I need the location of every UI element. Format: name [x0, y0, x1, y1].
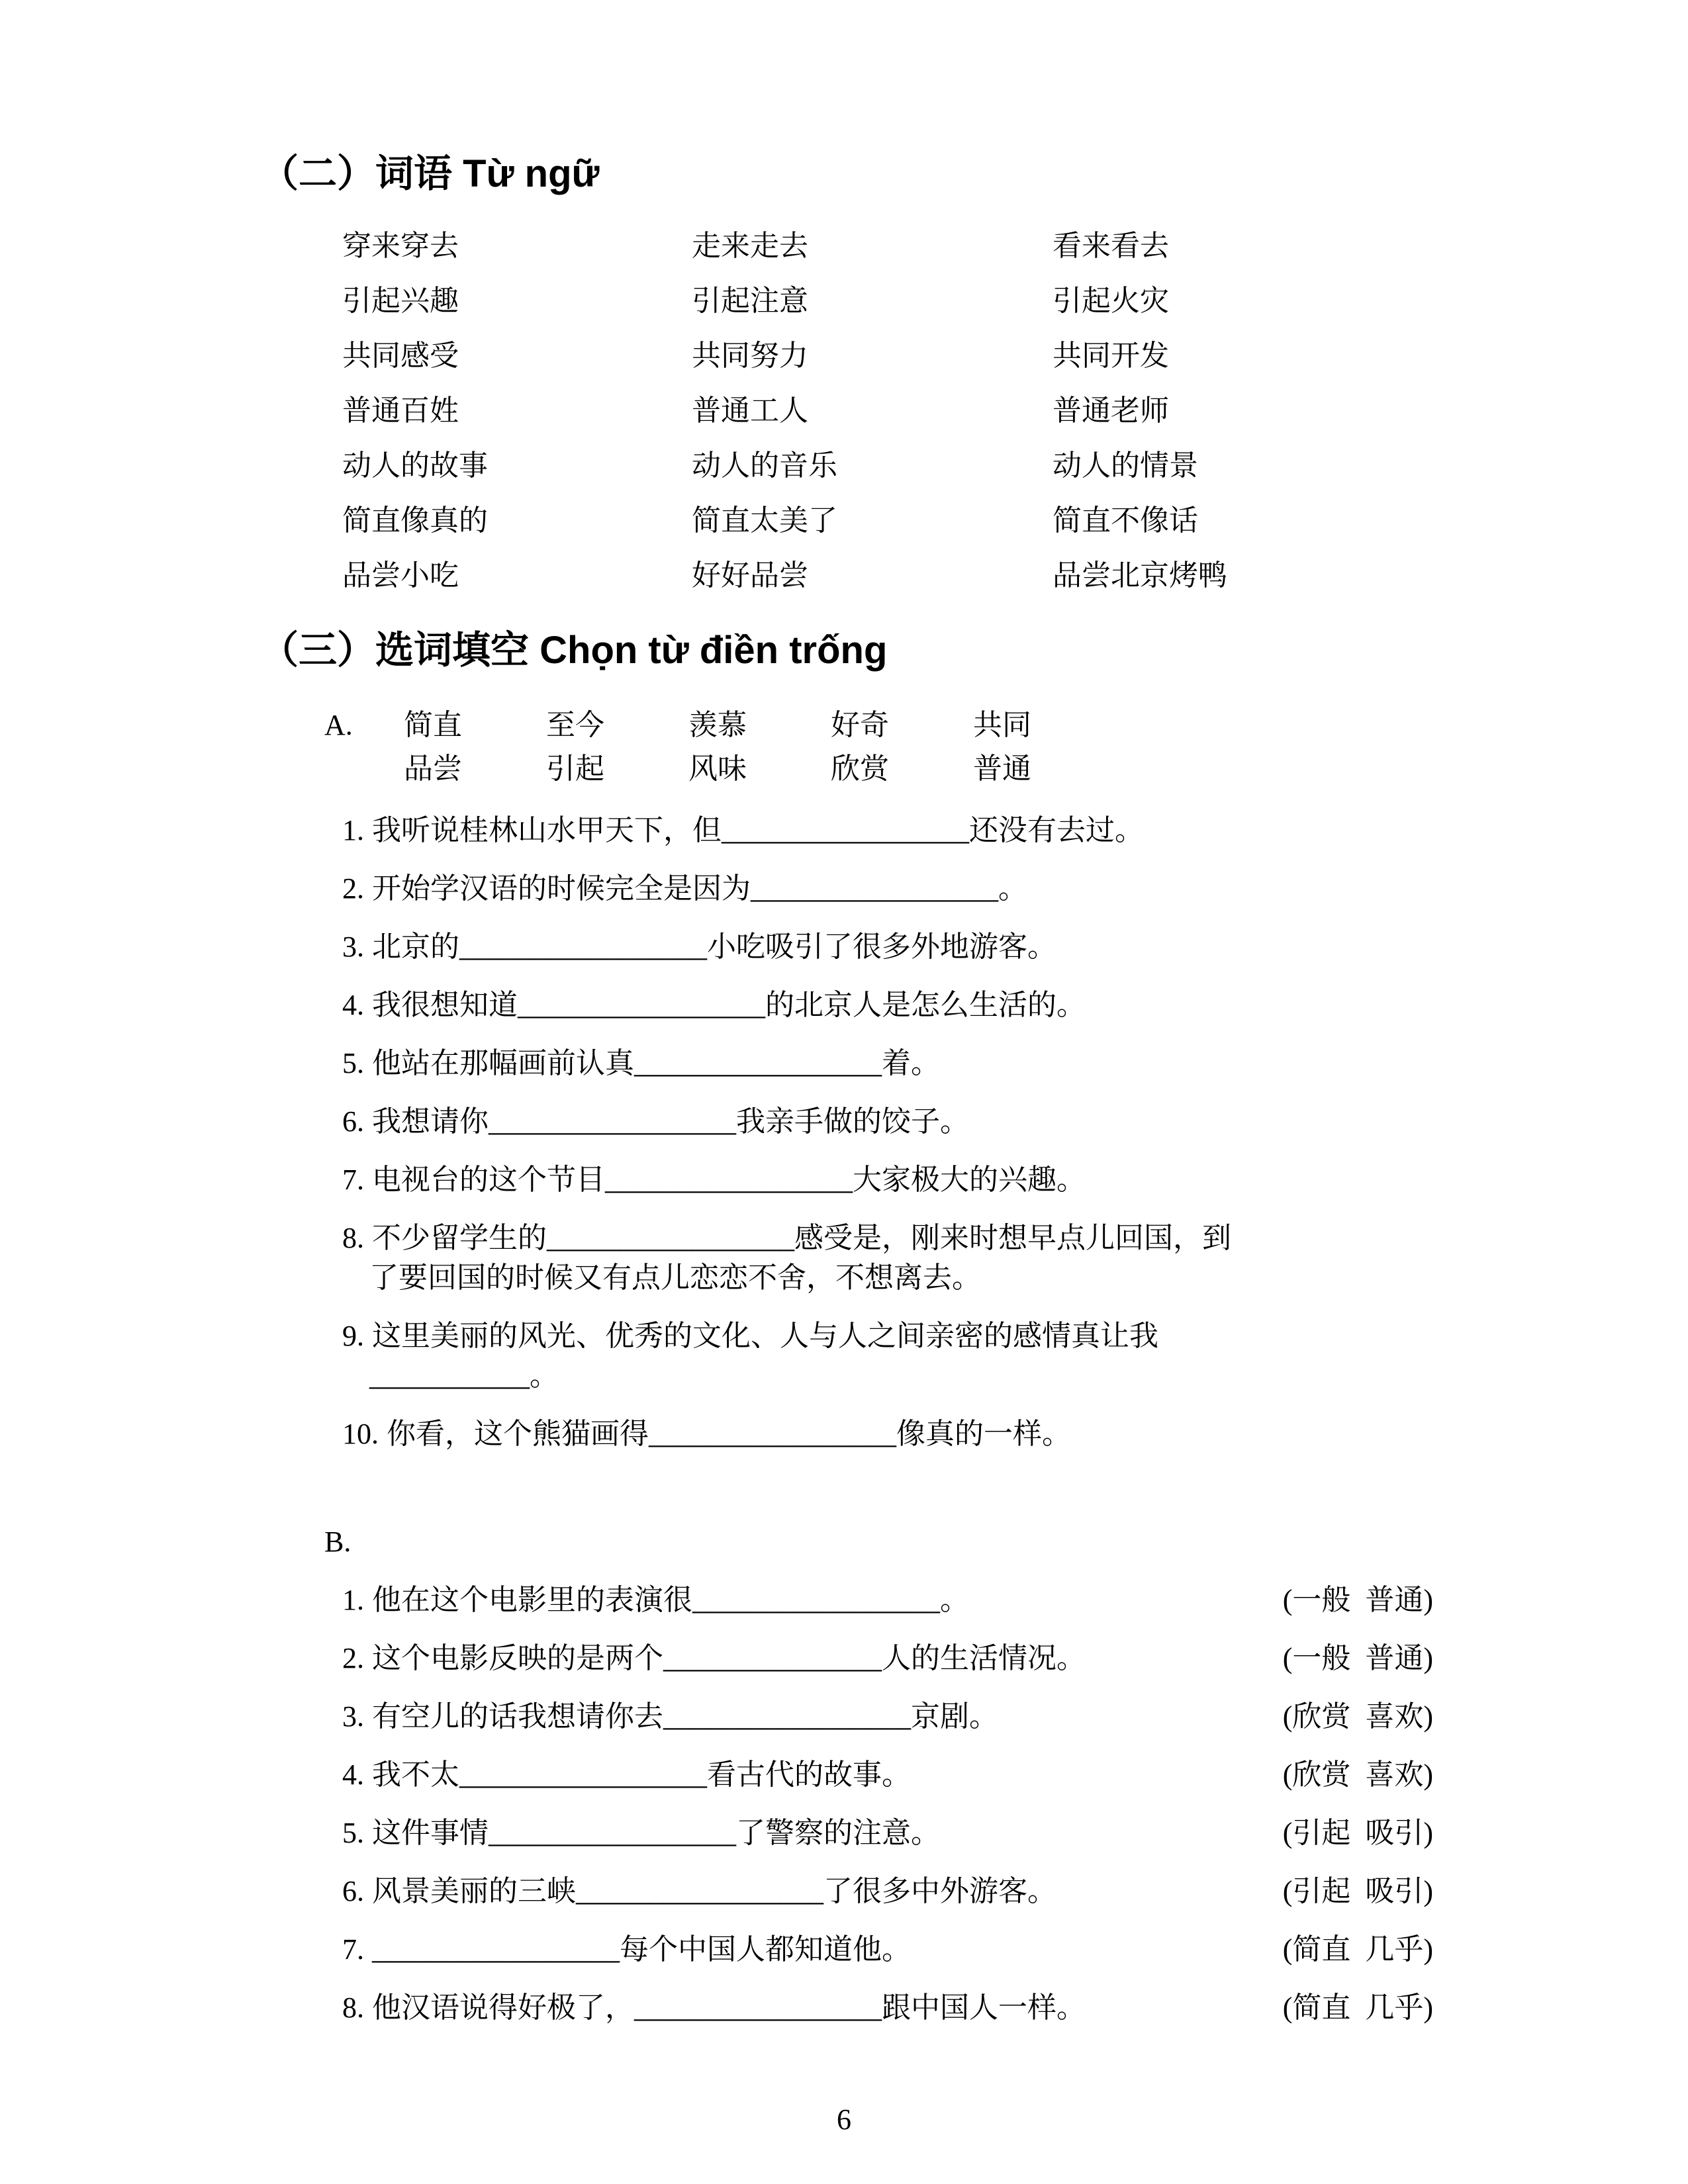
item-text: 电视台的这个节目_________________大家极大的兴趣。 — [372, 1163, 1086, 1196]
item-choices: (欣赏 喜欢) — [1282, 1758, 1433, 1791]
item-text: 不少留学生的_________________感受是，刚来时想早点儿回国，到 — [372, 1222, 1231, 1254]
item-text: _________________每个中国人都知道他。 — [372, 1933, 911, 1966]
item-choices: (引起 吸引) — [1282, 1817, 1433, 1849]
bank-word: 至今 — [546, 709, 604, 741]
vocab-word: 普通老师 — [1053, 394, 1169, 427]
item-number: 8. — [342, 1222, 364, 1254]
item-number: 5. — [342, 1817, 364, 1849]
item-number: 2. — [342, 1642, 364, 1674]
item-text: 风景美丽的三峡_________________了很多中外游客。 — [372, 1875, 1056, 1907]
fill-b-item-8 — [342, 1988, 1433, 2028]
item-choices: (一般 普通) — [1282, 1584, 1433, 1616]
fill-section-heading — [260, 619, 887, 674]
item-text: 开始学汉语的时候完全是因为_________________。 — [372, 872, 1027, 905]
word-bank-row — [324, 704, 1115, 747]
fill-a-item-3 — [342, 927, 1534, 967]
vocab-word: 普通工人 — [692, 394, 808, 427]
bank-word: 好奇 — [831, 709, 889, 741]
fill-a-item-1 — [342, 811, 1534, 850]
fill-heading-zh: （三）选词填空 — [260, 629, 530, 672]
item-number: 3. — [342, 1700, 364, 1733]
item-number: 7. — [342, 1163, 364, 1196]
part-b-label: B. — [324, 1525, 352, 1558]
item-text-continued: 了要回国的时候又有点儿恋恋不舍，不想离去。 — [369, 1261, 981, 1294]
vocab-heading-vi: Từ ngữ — [463, 152, 600, 195]
vocab-word: 穿来穿去 — [342, 230, 459, 262]
fill-a-item-6 — [342, 1102, 1534, 1142]
item-text: 北京的_________________小吃吸引了很多外地游客。 — [372, 931, 1056, 963]
bank-word: 风味 — [688, 752, 747, 785]
item-number: 6. — [342, 1105, 364, 1138]
vocab-word: 简直像真的 — [342, 504, 488, 537]
vocab-word: 简直不像话 — [1053, 504, 1198, 537]
bank-word: 普通 — [973, 752, 1031, 785]
item-number: 8. — [342, 1991, 364, 2024]
item-number: 7. — [342, 1933, 364, 1966]
item-number: 3. — [342, 931, 364, 963]
item-number: 2. — [342, 872, 364, 905]
fill-a-item-2 — [342, 869, 1534, 909]
fill-b-item-5 — [342, 1813, 1433, 1853]
vocab-word: 共同努力 — [692, 340, 808, 372]
vocab-section-heading — [260, 142, 600, 198]
fill-b-item-2 — [342, 1639, 1433, 1678]
item-text: 你看，这个熊猫画得_________________像真的一样。 — [387, 1418, 1071, 1450]
vocab-word-table — [342, 218, 1468, 603]
part-a-label: A. — [324, 709, 353, 741]
item-text: 这里美丽的风光、优秀的文化、人与人之间亲密的感情真让我 — [372, 1320, 1158, 1352]
bank-word: 共同 — [973, 709, 1031, 741]
item-text: 我听说桂林山水甲天下，但_________________还没有去过。 — [372, 814, 1144, 846]
vocab-word: 看来看去 — [1053, 230, 1169, 262]
bank-spacer — [324, 747, 404, 791]
fill-heading-vi: Chọn từ điền trống — [539, 629, 888, 672]
page-number: 6 — [837, 2103, 851, 2136]
fill-b-item-4 — [342, 1755, 1433, 1795]
vocab-heading-zh: （二）词语 — [260, 152, 453, 195]
fill-part-b-items — [342, 1580, 1433, 2028]
item-text: 他在这个电影里的表演很_________________。 — [372, 1584, 969, 1616]
word-bank — [324, 704, 1115, 791]
fill-b-item-3 — [342, 1697, 1433, 1737]
item-number: 6. — [342, 1875, 364, 1907]
vocab-word: 品尝北京烤鸭 — [1053, 559, 1227, 592]
item-text: 这个电影反映的是两个_______________人的生活情况。 — [372, 1642, 1086, 1674]
bank-word: 欣赏 — [831, 752, 889, 785]
item-choices: (简直 几乎) — [1282, 1933, 1433, 1966]
fill-a-item-5 — [342, 1044, 1534, 1083]
item-choices: (引起 吸引) — [1282, 1875, 1433, 1907]
item-text: 有空儿的话我想请你去_________________京剧。 — [372, 1700, 998, 1733]
vocab-word: 引起注意 — [692, 285, 808, 317]
fill-b-item-6 — [342, 1872, 1433, 1911]
item-number: 9. — [342, 1320, 364, 1352]
item-text: 这件事情_________________了警察的注意。 — [372, 1817, 940, 1849]
fill-a-item-10 — [342, 1414, 1534, 1454]
bank-word: 简直 — [404, 709, 462, 741]
item-text: 他站在那幅画前认真_________________着。 — [372, 1047, 940, 1079]
fill-a-item-7 — [342, 1160, 1534, 1200]
bank-word: 引起 — [546, 752, 604, 785]
item-choices: (简直 几乎) — [1282, 1991, 1433, 2024]
item-text: 我很想知道_________________的北京人是怎么生活的。 — [372, 989, 1086, 1021]
item-text: 我不太_________________看古代的故事。 — [372, 1758, 911, 1791]
item-text: 我想请你_________________我亲手做的饺子。 — [372, 1105, 969, 1138]
fill-b-item-1 — [342, 1580, 1433, 1620]
fill-part-b — [324, 1522, 1433, 2046]
vocab-word: 走来走去 — [692, 230, 808, 262]
item-text: 他汉语说得好极了，_________________跟中国人一样。 — [372, 1991, 1086, 2024]
vocab-word: 引起火灾 — [1053, 285, 1169, 317]
vocab-word: 好好品尝 — [692, 559, 808, 592]
item-number: 1. — [342, 814, 364, 846]
word-bank-row — [324, 747, 1115, 791]
vocab-word: 简直太美了 — [692, 504, 837, 537]
item-number: 10. — [342, 1418, 379, 1450]
vocab-word: 共同感受 — [342, 340, 459, 372]
vocab-word: 共同开发 — [1053, 340, 1169, 372]
item-number: 4. — [342, 1758, 364, 1791]
vocab-word: 普通百姓 — [342, 394, 459, 427]
vocab-word: 引起兴趣 — [342, 285, 459, 317]
vocab-word: 品尝小吃 — [342, 559, 459, 592]
vocab-word: 动人的情景 — [1053, 449, 1198, 482]
fill-a-item-4 — [342, 985, 1534, 1025]
vocab-word: 动人的故事 — [342, 449, 488, 482]
item-choices: (一般 普通) — [1282, 1642, 1433, 1674]
fill-b-item-7 — [342, 1930, 1433, 1970]
item-choices: (欣赏 喜欢) — [1282, 1700, 1433, 1733]
vocab-word: 动人的音乐 — [692, 449, 837, 482]
fill-a-item-8 — [342, 1218, 1534, 1298]
bank-word: 品尝 — [404, 752, 462, 785]
fill-part-a-items — [342, 811, 1534, 1473]
bank-word: 羡慕 — [688, 709, 747, 741]
fill-a-item-9 — [342, 1316, 1534, 1396]
item-number: 1. — [342, 1584, 364, 1616]
item-number: 4. — [342, 989, 364, 1021]
item-number: 5. — [342, 1047, 364, 1079]
item-text-continued: ___________。 — [369, 1359, 559, 1392]
